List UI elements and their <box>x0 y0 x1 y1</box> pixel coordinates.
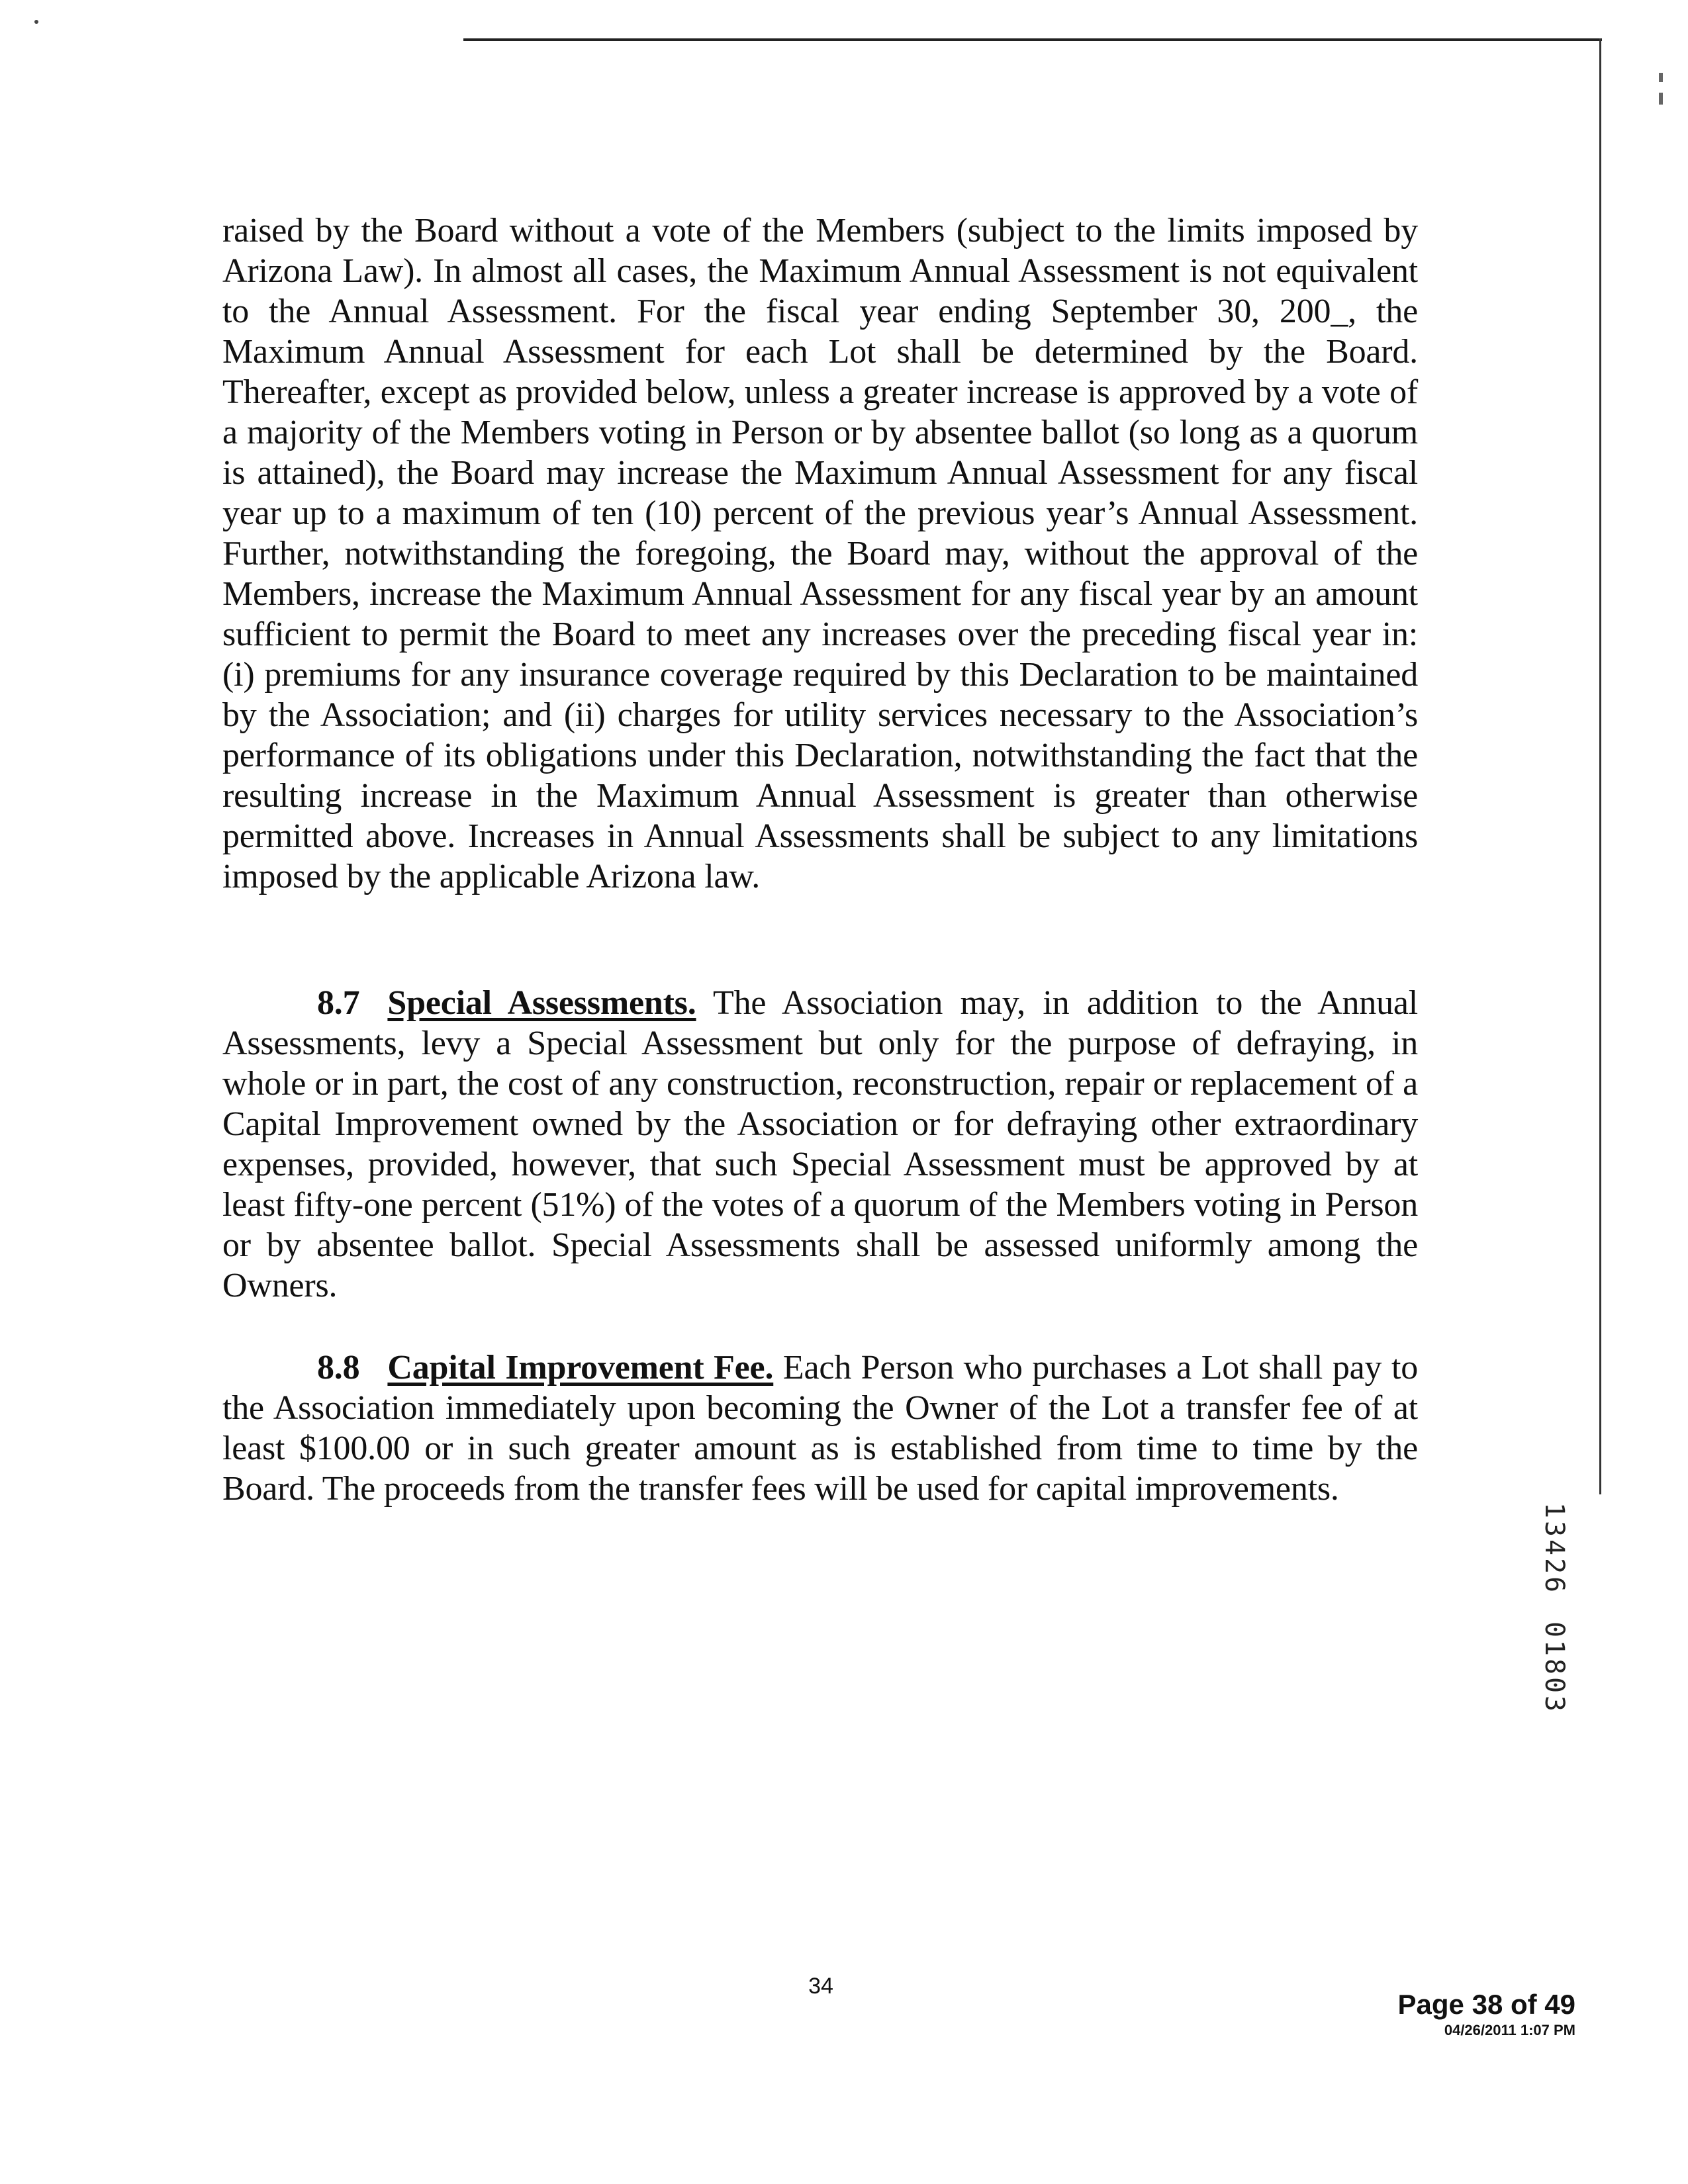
stamp-digit: 6 <box>1539 1576 1570 1593</box>
stamp-digit: 1 <box>1539 1639 1570 1657</box>
scan-artifact-dot <box>34 20 38 24</box>
section-body: The Association may, in addition to the Annual Assessments, levy a Special Assessment but only for the purpose of defraying, in whole or in part, the cost of any construction, reconstruction, repair or replacement of a Capital Improvement owned by the Association or for defraying other extraordinary expenses, provided, however, that such Special Assessment must be approved by at least fifty-one percent (51%) of the votes of a quorum of the Members voting in Person or by absentee ballot. Special Assessments shall be assessed uniformly among the Owners. <box>222 984 1418 1304</box>
section-8-7-paragraph <box>222 983 1418 1306</box>
continuation-paragraph: raised by the Board without a vote of the Members (subject to the limits imposed by Arizona Law). In almost all cases, the Maximum Annual Assessment is not equivalent to the Annual Assessment. For the fiscal year ending September 30, 200_, the Maximum Annual Assessment for each Lot shall be determined by the Board. Thereafter, except as provided below, unless a greater increase is approved by a vote of a majority of the Members voting in Person or by absentee ballot (so long as a quorum is attained), the Board may increase the Maximum Annual Assessment for any fiscal year up to a maximum of ten (10) percent of the previous year’s Annual Assessment. Further, notwithstanding the foregoing, the Board may, without the approval of the Members, increase the Maximum Annual Assessment for any fiscal year by an amount sufficient to permit the Board to meet any increases over the preceding fiscal year in: (i) premiums for any insurance coverage required by this Declaration to be maintained by the Association; and (ii) charges for utility services necessary to the Association’s performance of its obligations under this Declaration, notwithstanding the fact that the resulting increase in the Maximum Annual Assessment is greater than otherwise permitted above. Increases in Annual Assessments shall be subject to any limitations imposed by the applicable Arizona law. <box>222 212 1418 895</box>
stamp-digit: 3 <box>1539 1520 1570 1537</box>
stamp-digit: 0 <box>1539 1676 1570 1694</box>
section-title: Special Assessments. <box>387 984 696 1022</box>
page-number: 34 <box>808 1974 833 1999</box>
section-number: 8.8 <box>317 1349 360 1387</box>
stamp-digit: 2 <box>1539 1557 1570 1574</box>
section-title: Capital Improvement Fee. <box>387 1349 774 1387</box>
section-8-8-paragraph <box>222 1347 1418 1509</box>
stamp-digit: 1 <box>1539 1502 1570 1519</box>
recording-timestamp: 04/26/2011 1:07 PM <box>1444 2022 1575 2038</box>
stamp-digit: 0 <box>1539 1621 1570 1638</box>
top-border-line <box>463 38 1602 41</box>
section-body: Each Person who purchases a Lot shall pay to the Association immediately upon becoming the Owner of the Lot a transfer fee of at least $100.00 or in such greater amount as is established from time to time by the Board. The proceeds from the transfer fees will be used for capital improvements. <box>222 1349 1418 1508</box>
recording-stamp <box>1540 1501 1577 1713</box>
section-number: 8.7 <box>317 984 360 1022</box>
stamp-digit: 4 <box>1539 1539 1570 1556</box>
right-border-line <box>1599 38 1601 1494</box>
stamp-digit: 8 <box>1539 1658 1570 1675</box>
scan-edge-mark <box>1659 73 1663 82</box>
page-counter: Page 38 of 49 <box>1397 1989 1575 2020</box>
scan-edge-mark <box>1659 93 1663 105</box>
stamp-digit: 3 <box>1539 1695 1570 1712</box>
